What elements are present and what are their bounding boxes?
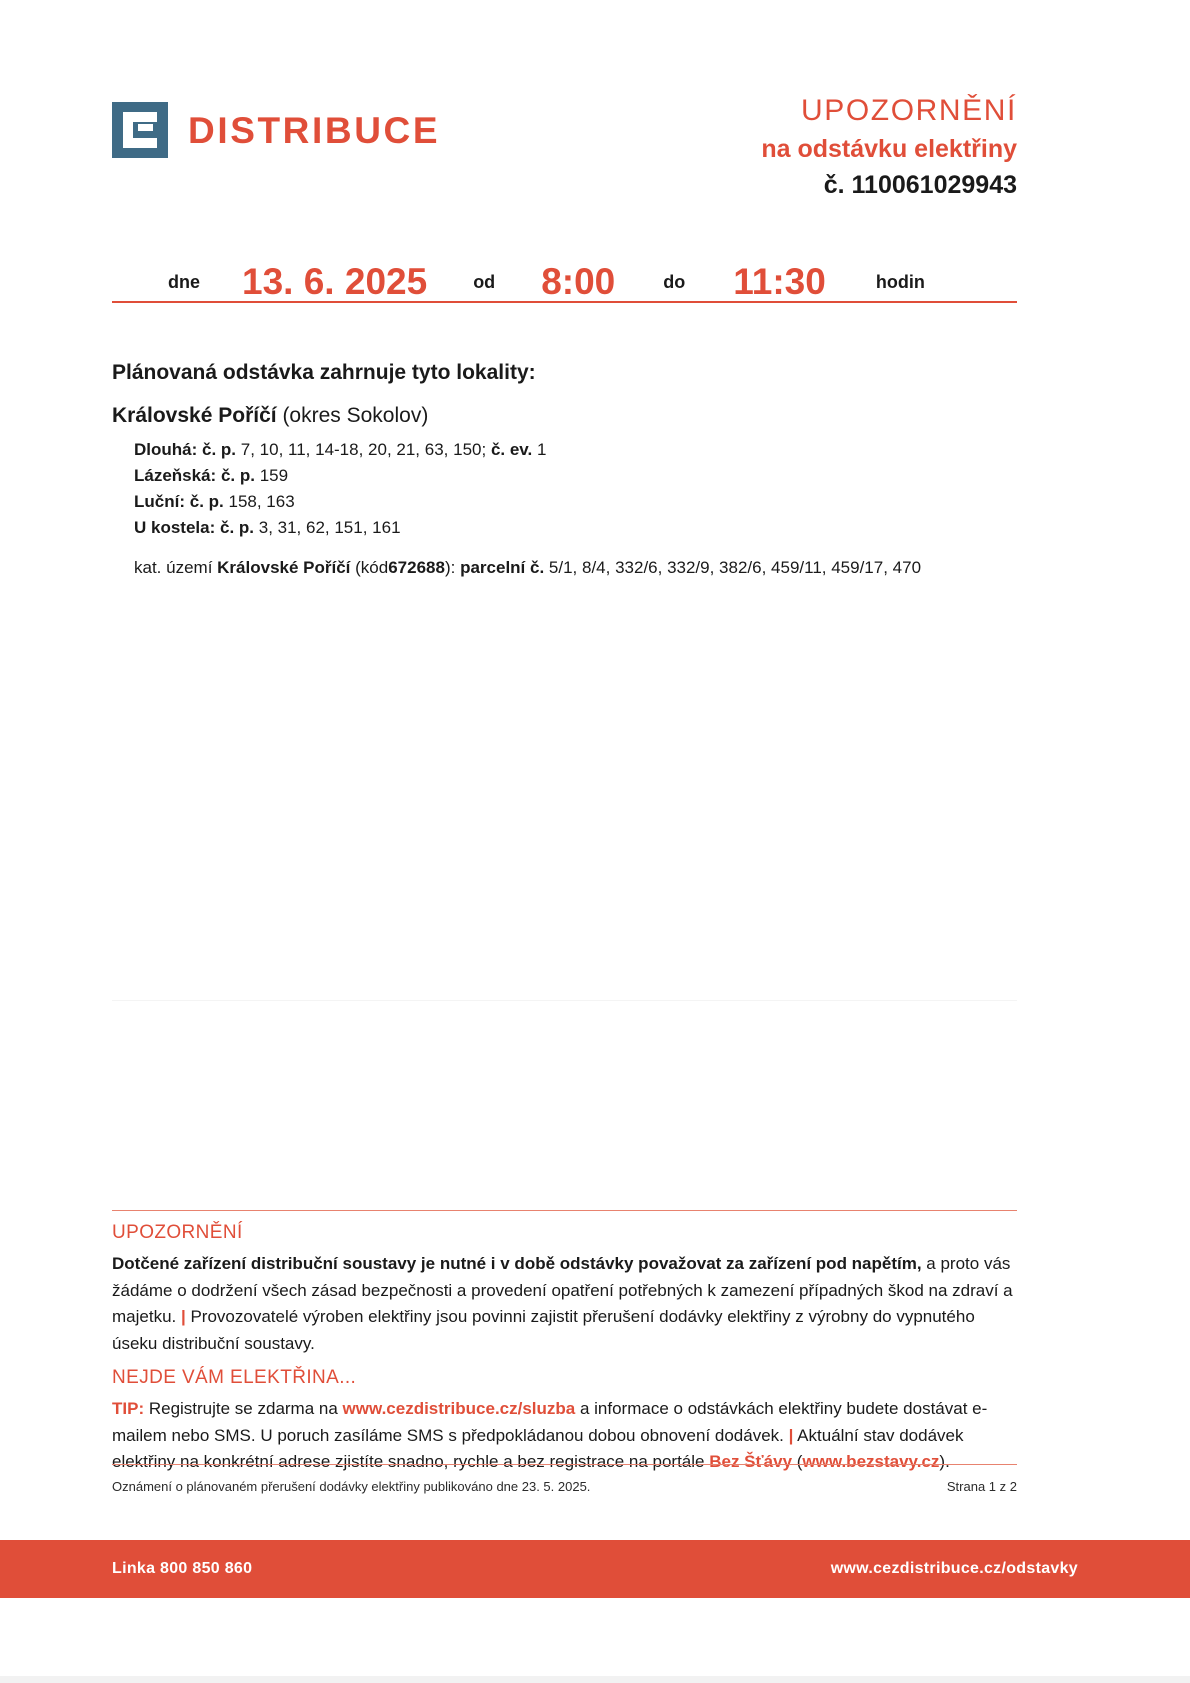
cadastral-code-suffix: ):: [444, 558, 456, 577]
footer-bar: [0, 1540, 1190, 1598]
street-numtype: č. p.: [220, 466, 255, 485]
notice-subtitle: na odstávku elektřiny: [761, 135, 1017, 164]
notice-title: UPOZORNĚNÍ: [800, 94, 1017, 127]
divider-top: [112, 1210, 1017, 1211]
street-numtype-2: č. ev.: [490, 440, 533, 459]
street-numtype: č. p.: [202, 440, 237, 459]
warning-bold-text: Dotčené zařízení distribuční soustavy je nutné i v době odstávky považovat za zařízení pod napětím,: [112, 1254, 922, 1273]
cez-e-logo-icon: [112, 102, 168, 158]
logo-bar-left: [123, 122, 133, 138]
localities-heading: Plánovaná odstávka zahrnuje tyto lokality:: [112, 361, 536, 384]
street-numtype: č. p.: [219, 518, 254, 537]
tip-title: NEJDE VÁM ELEKTŘINA...: [112, 1367, 357, 1388]
street-numtype: č. p.: [189, 492, 224, 511]
street-numbers: 158, 163: [228, 492, 295, 511]
warning-title: UPOZORNĚNÍ: [112, 1222, 243, 1243]
tip-section: [112, 1367, 1017, 1476]
cadastral-code: 672688: [388, 558, 445, 577]
municipality-line: [112, 404, 1017, 428]
logo-bar-mid: [138, 124, 153, 131]
warning-body: [112, 1251, 1017, 1357]
outage-date: 13. 6. 2025: [242, 261, 428, 302]
tip-separator: |: [788, 1425, 794, 1445]
publication-note: Oznámení o plánovaném přerušení dodávky elektřiny publikováno dne 23. 5. 2025.: [112, 1479, 591, 1494]
tip-text-4: (: [792, 1452, 803, 1472]
warning-separator: |: [180, 1307, 186, 1327]
scan-fold-line: [112, 1000, 1017, 1001]
street-name: Luční:: [134, 492, 185, 511]
municipality-district: (okres Sokolov): [282, 404, 429, 427]
list-item: [134, 463, 1017, 489]
to-label: do: [663, 272, 686, 292]
list-item: [134, 515, 1017, 541]
hours-label: hodin: [875, 272, 925, 292]
cadastral-area: Královské Poříčí: [217, 558, 351, 577]
brand-lockup: [112, 92, 440, 158]
tip-text-5: ).: [939, 1452, 950, 1472]
street-numbers: 159: [259, 466, 289, 485]
warning-rest-text: a proto vás žádáme o dodržení všech zásad bezpečnosti a provedení opatření potřebných k zamezení případných škod na zdraví a majetku.: [112, 1254, 1013, 1327]
bezstavy-link[interactable]: www.bezstavy.cz: [802, 1452, 940, 1472]
warning-section: [112, 1222, 1017, 1357]
notice-number: č. 110061029943: [823, 171, 1017, 200]
tip-text-2: a informace o odstávkách elektřiny budete dostávat e-mailem nebo SMS. U poruch zasíláme SMS s předpokládanou dobou obnovení dodávek.: [112, 1399, 988, 1445]
page-number: Strana 1 z 2: [946, 1479, 1017, 1494]
street-numbers: 3, 31, 62, 151, 161: [258, 518, 401, 537]
localities-block: [112, 404, 1017, 581]
parcel-numbers: 5/1, 8/4, 332/6, 332/9, 382/6, 459/11, 459/17, 470: [548, 558, 922, 577]
street-numbers: 7, 10, 11, 14-18, 20, 21, 63, 150;: [240, 440, 487, 459]
notice-headline-block: [761, 92, 1017, 201]
document-meta: [112, 1479, 1017, 1494]
cadastral-code-label: (kód: [355, 558, 389, 577]
support-phone: Linka 800 850 860: [112, 1560, 253, 1577]
list-item: [134, 489, 1017, 515]
cadastral-prefix: kat. území: [134, 558, 213, 577]
parcel-label: parcelní č.: [460, 558, 545, 577]
outage-time-from: 8:00: [541, 261, 616, 302]
street-name: Dlouhá:: [134, 440, 198, 459]
outages-website-link[interactable]: www.cezdistribuce.cz/odstavky: [830, 1560, 1078, 1577]
document-header: [112, 92, 1017, 201]
list-item: [134, 437, 1017, 463]
cezdistribuce-service-link[interactable]: www.cezdistribuce.cz/sluzba: [342, 1399, 576, 1418]
divider-bottom: [112, 1464, 1017, 1465]
street-name: Lázeňská:: [134, 466, 217, 485]
outage-datetime-strip: [112, 247, 1017, 303]
cadastral-line: [112, 555, 1017, 581]
municipality-name: Královské Poříčí: [112, 404, 277, 427]
street-list: [112, 437, 1017, 541]
bez-stavy-brand[interactable]: Bez Šťávy: [709, 1452, 793, 1472]
brand-name: DISTRIBUCE: [188, 109, 441, 151]
scan-edge: [0, 1676, 1190, 1683]
street-name: U kostela:: [134, 518, 216, 537]
tip-keyword: TIP:: [112, 1399, 145, 1418]
outage-time-to: 11:30: [733, 261, 826, 302]
street-numbers-2: 1: [536, 440, 547, 459]
date-label: dne: [168, 272, 201, 292]
tip-text-3: Aktuální stav dodávek elektřiny na konkrétní adrese zjistíte snadno, rychle a bez registrace na portále: [112, 1425, 964, 1472]
warning-tail-text: Provozovatelé výroben elektřiny jsou povinni zajistit přerušení dodávky elektřiny z výrobny do vypnutého úseku distribuční soustavy.: [112, 1307, 975, 1353]
from-label: od: [473, 272, 496, 292]
tip-text-1: Registrujte se zdarma na: [144, 1399, 343, 1418]
